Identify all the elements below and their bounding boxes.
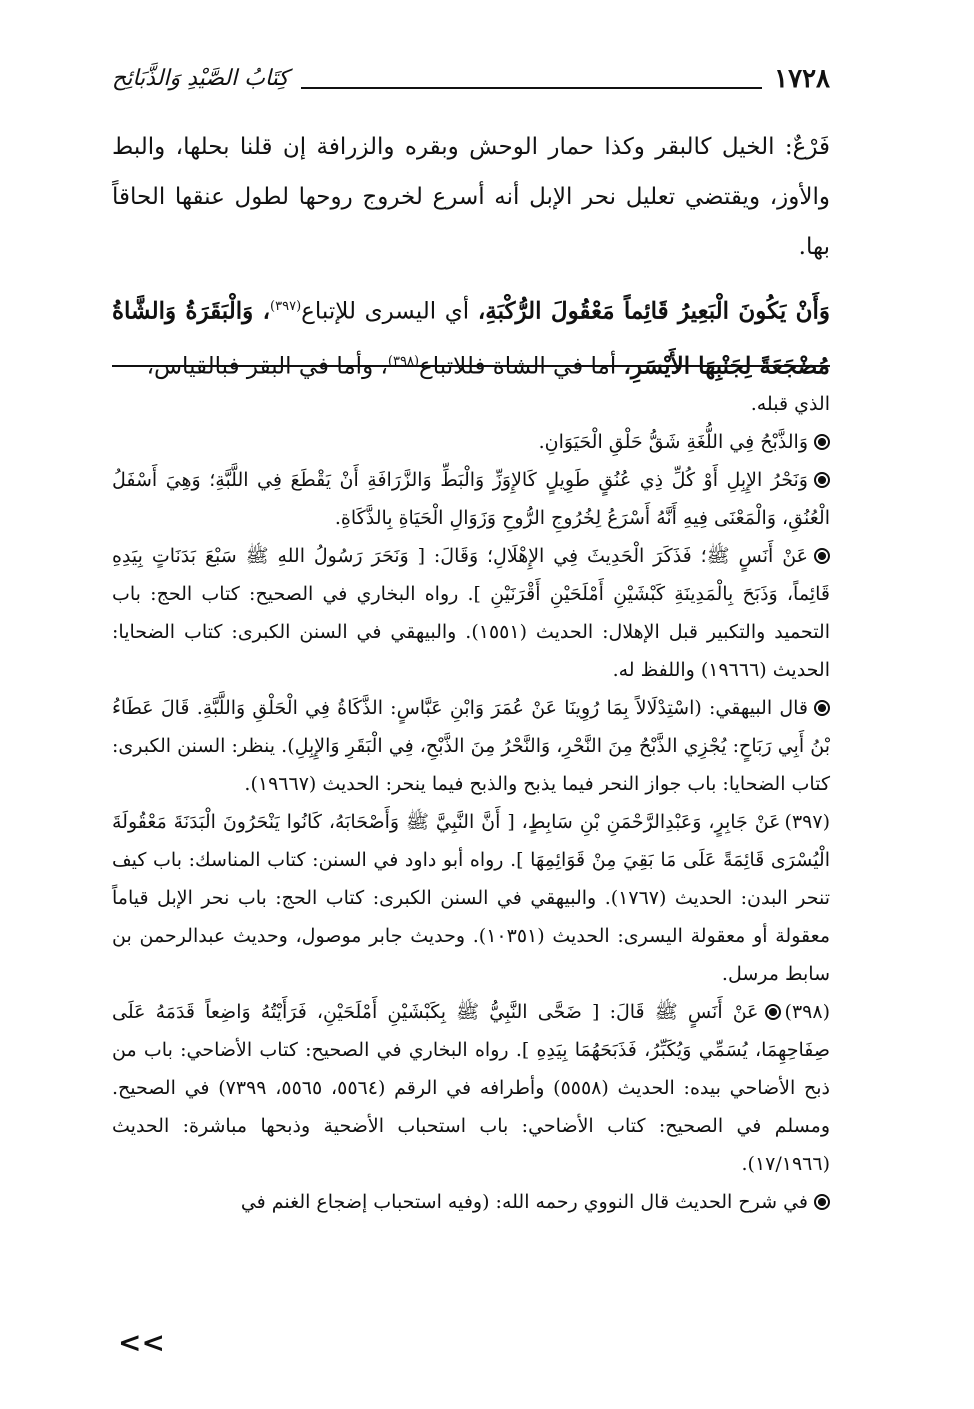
sharh-text-2: أما في الشاة فللاتباع: [419, 353, 624, 380]
sharh-text-3: ، وأما في البقر فبالقياس،: [146, 353, 388, 380]
footnote-ref-398[interactable]: (٣٩٨): [387, 353, 420, 369]
footnote-number: (٣٩٧): [784, 811, 830, 833]
footnote-item: [112, 423, 830, 461]
footnote-text: عَنْ أَنَسٍ ﷺ؛ فَذَكَرَ الْحَدِيثَ فِي الإِهْلَالِ؛ وَقَالَ: [ وَنَحَرَ رَسُولُ اللهِ ﷺ سَبْعَ بَدَنَاتٍ بِيَدِهِ قَائِماً، وَذَبَحَ بِالْمَدِينَةِ كَبْشَيْنِ أَمْلَحَيْنِ أَقْرَنَيْنِ ]. رواه البخاري في الصحيح: كتاب الحج: باب التحميد والتكبير قبل الإهلال: الحديث (١٥٥١). والبيهقي في السنن الكبرى: كتاب الضحايا: الحديث (١٩٦٦٦) واللفظ له.: [112, 545, 830, 681]
footnote-text: وَنَحْرُ الإِبِلِ أَوْ كُلِّ ذِي عُنُقٍ طَوِيلٍ كَالإِوَزِّ وَالْبَطِّ وَالزَّرَافَةِ أَنْ يَقْطَعَ فِي اللَّبَّةِ؛ وَهِيَ أَسْفَلُ الْعُنُقِ، وَالْمَعْنَى فِيهِ أَنَّهُ أَسْرَعُ لِخُرُوجِ الرُّوحِ وَزَوَالِ الْحَيَاةِ بِالذَّكَاةِ.: [112, 469, 830, 529]
footnote-text: عَنْ أَنَسٍ ﷺ قَالَ: [ ضَحَّى النَّبِيُّ ﷺ بِكَبْشَيْنِ أَمْلَحَيْنِ، فَرَأَيْتُهُ وَاضِعاً قَدَمَهُ عَلَى صِفَاحِهِمَا، يُسَمِّي وَيُكَبِّرُ، فَذَبَحَهُمَا بِيَدِهِ ]. رواه البخاري في الصحيح: كتاب الأضاحي: باب من ذبح الأضاحي بيده: الحديث (٥٥٥٨) وأطرافه في الرقم (٥٥٦٤، ٥٥٦٥، ٧٣٩٩) في الصحيح. ومسلم في الصحيح: كتاب الأضاحي: باب استحباب الأضحية وذبحها مباشرة: الحديث (١٧/١٩٦٦).: [112, 1001, 831, 1175]
sharh-text-1: أي اليسرى للإتباع: [301, 298, 478, 325]
footnotes: [112, 385, 830, 1221]
footnote-item: [112, 461, 830, 537]
main-text: [112, 122, 830, 391]
bullet-icon: [765, 1004, 781, 1020]
book-title: كِتَابُ الصَّيْدِ وَالذَّبَائِح: [112, 66, 289, 91]
footnote-item: [112, 385, 830, 423]
bullet-icon: [814, 472, 830, 488]
footnote-text: عَنْ جَابِرٍ، وَعَبْدِالرَّحْمَنِ بْنِ سَابِطٍ، [ أَنَّ النَّبِيَّ ﷺ وَأَصْحَابَهُ، كَانُوا يَنْحَرُونَ الْبَدَنَةَ مَعْقُولَةَ الْيُسْرَى قَائِمَةً عَلَى مَا بَقِيَ مِنْ قَوَائِمِهَا ]. رواه أبو داود في السنن: كتاب المناسك: باب كيف تنحر البدن: الحديث (١٧٦٧). والبيهقي في السنن الكبرى: كتاب الحج: باب نحر الإبل قياماً معقولة أو معقولة اليسرى: الحديث (١٠٣٥١). وحديث جابر موصول، وحديث عبدالرحمن بن سابط مرسل.: [112, 811, 830, 985]
footnote-ref-397[interactable]: (٣٩٧): [270, 299, 302, 314]
footnote-text: في شرح الحديث قال النووي رحمه الله: (وفيه استحباب إضجاع الغنم في: [240, 1191, 808, 1213]
footnote-item: [112, 537, 830, 689]
footnote-number: (٣٩٨): [784, 1001, 830, 1023]
page-number: ١٧٢٨: [774, 64, 830, 94]
bullet-icon: [814, 548, 830, 564]
footnote-divider: [112, 365, 830, 367]
footnote-text: قال البيهقي: (اسْتِدْلَالاً بِمَا رُوِينَا عَنْ عُمَرَ وَابْنِ عَبَّاسٍ: الذَّكَاةُ فِي الْحَلْقِ وَاللَّبَّةِ. قَالَ عَطَاءُ بْنُ أَبِي رَبَاحٍ: يُجْزِي الذَّبْحُ مِنَ النَّحْرِ، وَالنَّحْرُ مِنَ الذَّبْحِ، فِي الْبَقَرِ وَالإِبِلِ). ينظر: السنن الكبرى: كتاب الضحايا: باب جواز النحر فيما يذبح والذبح فيما ينحر: الحديث (١٩٦٦٧).: [112, 697, 830, 795]
main-paragraph-2: [112, 282, 830, 391]
footnote-text: وَالذَّبْحُ فِي اللُّغَةِ شَقُّ حَلْقِ الْحَيَوَانِ.: [538, 431, 808, 453]
continue-mark: <<: [118, 1326, 165, 1359]
main-paragraph-1: فَرْعٌ: الخيل كالبقر وكذا حمار الوحش وبقره والزرافة إن قلنا بحلها، والبط والأوز، ويقتضي تعليل نحر الإبل أنه أسرع لخروج روحها لطول عنقها الحاقاً بها.: [112, 134, 830, 260]
matn-text-1: وَأَنْ يَكُونَ الْبَعِيرُ قَائِماً مَعْقُولَ الرُّكْبَةِ،: [477, 297, 830, 325]
bullet-icon: [814, 1194, 830, 1210]
page-header: [112, 60, 830, 94]
footnote-item: [112, 993, 830, 1183]
footnote-item: [112, 1183, 830, 1221]
bullet-icon: [814, 700, 830, 716]
bullet-icon: [814, 434, 830, 450]
footnote-item: [112, 689, 830, 803]
footnote-item: [112, 803, 830, 993]
footnote-text: الذي قبله.: [750, 393, 830, 415]
matn-text-2: ، وَالْبَقَرَةُ وَالشَّاةُ مُضْجَعَةً لِجَنْبِهَا الأَيْسَرِ،: [112, 297, 830, 380]
header-rule: [301, 87, 762, 89]
